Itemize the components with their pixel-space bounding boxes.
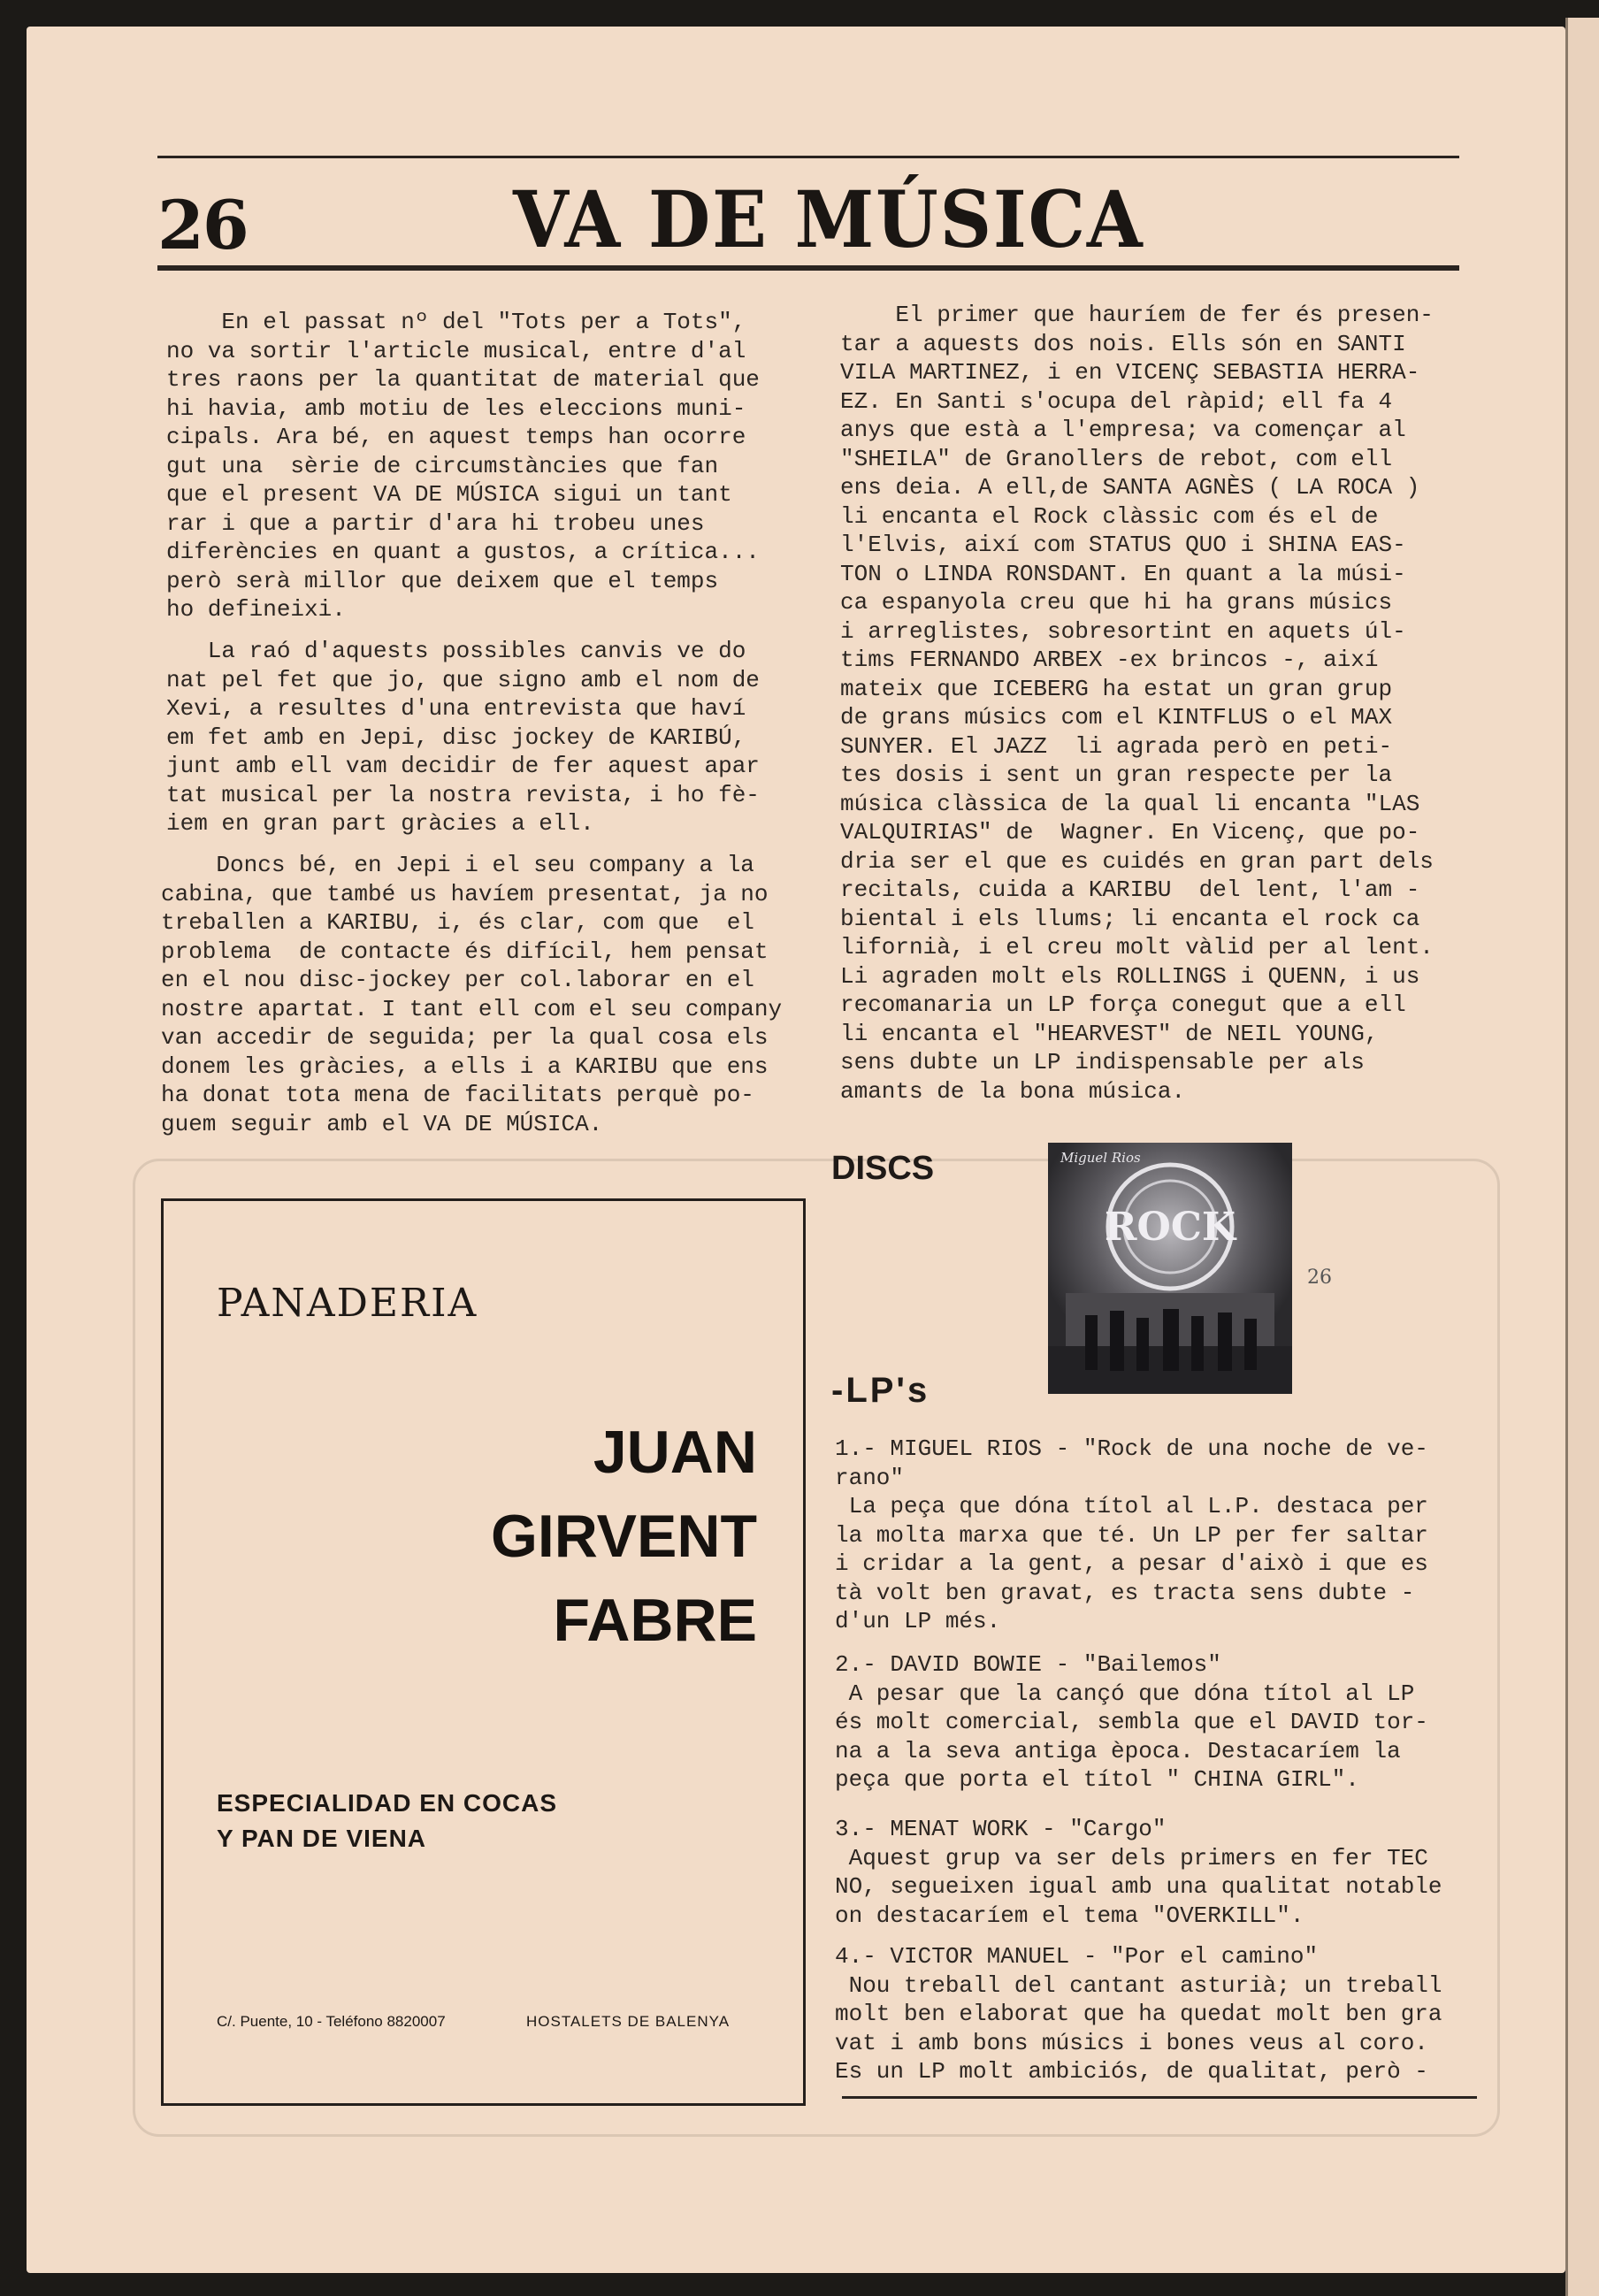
album-cover-artist: Miguel Rios — [1060, 1150, 1141, 1166]
discs-heading: DISCS — [831, 1150, 935, 1187]
album-cover-image — [1048, 1143, 1292, 1394]
header-rule-top — [157, 156, 1459, 158]
intro-paragraph-2: La raó d'aquests possibles canvis ve do nat pel fet que jo, que signo amb el nom de Xevi, a resultes d'una entrevista que haví em fet amb en Jepi, disc jockey de KARIBÚ, junt amb ell vam decidir de fer aquest apar tat musical per la nostra revista, i ho fè- iem en gran part gràcies a ell. — [166, 638, 760, 837]
album-review-3: 3.- MENAT WORK - "Cargo" Aquest grup va ser dels primers en fer TEC NO, segueixen igual amb una qualitat notable on destacaríem el tema "OVERKILL". — [835, 1816, 1442, 1929]
ad-address: C/. Puente, 10 - Teléfono 8820007 — [217, 2013, 446, 2030]
album-cover-art — [1048, 1143, 1292, 1394]
bakery-advertisement — [161, 1198, 806, 2106]
ad-name-line-2: GIRVENT — [490, 1503, 757, 1570]
album-review-2: 2.- DAVID BOWIE - "Bailemos" A pesar que la cançó que dóna títol al LP és molt comercial, sembla que el DAVID tor- na a la seva antiga època. Destacaríem la peça que porta el títol " CHINA GIRL". — [835, 1651, 1428, 1793]
djs-paragraph: El primer que hauríem de fer és presen- tar a aquests dos nois. Ells són en SANTI VILA MARTINEZ, i en VICENÇ SEBASTIA HERRA- EZ. En Santi s'ocupa del ràpid; ell fa 4 anys que està a l'empresa; va començar al "SHEILA" de Granollers de rebot, com ell ens deia. A ell,de SANTA AGNÈS ( LA ROCA ) li encanta el Rock clàssic com és el de l'Elvis, així com STATUS QUO i SHINA EAS- TON o LINDA RONSDANT. En quant a la músi- ca espanyola creu que hi ha grans músics i arreglistes, sobresortint en aquets úl- tims FERNANDO ARBEX -ex brincos -, així mateix que ICEBERG ha estat un gran grup de grans músics com el KINTFLUS o el MAX SUNYER. El JAZZ li agrada però en peti- tes dosis i sent un gran respecte per la música clàssica de la qual li encanta "LAS VALQUIRIAS" de Wagner. En Vicenç, que po- dria ser el que es cuidés en gran part dels recitals, cuida a KARIBU del lent, l'am - biental i els llums; li encanta el rock ca lifornià, i el creu molt vàlid per al lent. Li agraden molt els ROLLINGS i QUENN, i us recomanaria un LP força conegut que a ell li encanta el "HEARVEST" de NEIL YOUNG, sens dubte un LP indispensable per als amants de la bona música. — [840, 302, 1434, 1105]
lps-heading: -LP's — [831, 1371, 930, 1410]
section-title: VA DE MÚSICA — [513, 173, 1144, 265]
album-review-4: 4.- VICTOR MANUEL - "Por el camino" Nou treball del cantant asturià; un treball molt ben elaborat que ha quedat molt ben gra vat i amb bons músics i bones veus al coro. Es un LP molt ambiciós, de qualitat, però - — [835, 1943, 1442, 2085]
page-number: 26 — [157, 186, 248, 264]
ad-specialty-line-1: ESPECIALIDAD EN COCAS — [217, 1789, 558, 1817]
intro-paragraph-1: En el passat nº del "Tots per a Tots", no va sortir l'article musical, entre d'al tres raons per la quantitat de material que hi havia, amb motiu de les eleccions muni- cipals. Ara bé, en aquest temps han ocorre gut una sèrie de circumstàncies que fan que el present VA DE MÚSICA sigui un tant rar i que a partir d'ara hi trobeu unes diferències en quant a gustos, a crítica... però serà millor que deixem que el temps ho defineixi. — [166, 309, 760, 623]
header-rule-bottom — [157, 265, 1459, 271]
ad-name-line-1: JUAN — [593, 1419, 757, 1486]
ad-specialty-line-2: Y PAN DE VIENA — [217, 1825, 427, 1852]
page-spine — [1565, 18, 1599, 2296]
ad-town: HOSTALETS DE BALENYA — [526, 2013, 731, 2030]
ad-name-line-3: FABRE — [553, 1587, 757, 1654]
ad-heading: PANADERIA — [217, 1281, 478, 1326]
column-end-rule — [842, 2096, 1477, 2099]
handwritten-note: 26 — [1307, 1267, 1332, 1289]
intro-paragraph-3: Doncs bé, en Jepi i el seu company a la cabina, que també us havíem presentat, ja no treballen a KARIBU, i, és clar, com que el problema de contacte és difícil, hem pensat en el nou disc-jockey per col.laborar en el nostre apartat. I tant ell com el seu company van accedir de seguida; per la qual cosa els donem les gràcies, a ells i a KARIBU que ens ha donat tota mena de facilitats perquè po- guem seguir amb el VA DE MÚSICA. — [161, 852, 783, 1137]
album-cover-badge: ROCK — [1104, 1205, 1236, 1250]
album-review-1: 1.- MIGUEL RIOS - "Rock de una noche de ve- rano" La peça que dóna títol al L.P. destaca per la molta marxa que té. Un LP per fer saltar i cridar a la gent, a pesar d'això i que es tà volt ben gravat, es tracta sens dubte - d'un LP més. — [835, 1435, 1428, 1634]
